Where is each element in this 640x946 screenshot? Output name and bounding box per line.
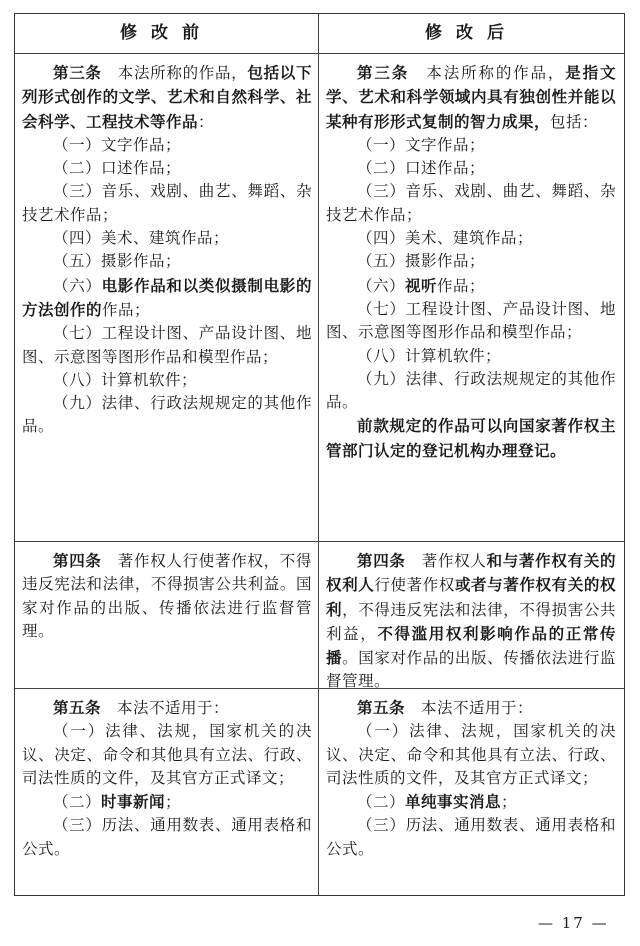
bold-text: 单纯事实消息	[405, 792, 502, 812]
paragraph	[22, 180, 312, 227]
bold-text: 电影作品和以类似摄制电影的方法创作的	[22, 275, 312, 319]
text: ，不得违反宪法和法律，不得损害公共利益，	[326, 600, 616, 643]
text: （四）美术、建筑作品；	[357, 229, 534, 248]
text: 。国家对作品的出版、传播依法进行监督管理。	[326, 649, 616, 691]
text: （二）	[53, 793, 102, 812]
article-heading: 第四条	[357, 551, 406, 570]
text: ；	[501, 793, 518, 812]
bold-text: 前款规定的作品可以向国家著作权主管部门认定的登记机构办理登记。	[326, 416, 616, 460]
text: （六）	[53, 276, 102, 295]
text: 本法不适用于：	[405, 699, 534, 717]
paragraph	[326, 345, 616, 368]
header-after: 修改后	[425, 23, 518, 43]
paragraph	[326, 274, 616, 298]
text: ；	[165, 793, 182, 812]
text: （三）历法、通用数表、通用表格和公式。	[22, 816, 312, 858]
paragraph	[22, 696, 312, 720]
paragraph	[326, 549, 616, 694]
text: 作品；	[437, 276, 486, 295]
column-divider	[318, 14, 319, 895]
text: 本法所称的作品，	[101, 64, 248, 82]
text: 著作权人	[405, 552, 487, 570]
text: （六）	[357, 276, 406, 295]
paragraph	[22, 134, 312, 157]
paragraph	[22, 157, 312, 180]
text: （五）摄影作品；	[357, 252, 486, 271]
text: （二）口述作品；	[53, 159, 182, 178]
text: 著作权人行使著作权，不得违反宪法和法律，不得损害公共利益。国家对作品的出版、传播依法进行监督管理。	[22, 552, 312, 640]
paragraph	[326, 134, 616, 157]
text: （三）音乐、戏剧、曲艺、舞蹈、杂技艺术作品；	[326, 182, 616, 224]
table-header	[15, 14, 624, 54]
text: （三）历法、通用数表、通用表格和公式。	[326, 816, 616, 858]
paragraph	[326, 250, 616, 273]
paragraph	[326, 696, 616, 720]
paragraph	[326, 368, 616, 415]
paragraph	[22, 227, 312, 250]
paragraph	[22, 250, 312, 273]
article-5-before	[22, 696, 312, 861]
text: （七）工程设计图、产品设计图、地图、示意图等图形作品和模型作品；	[326, 299, 616, 342]
paragraph	[326, 227, 616, 250]
article-5-after	[326, 696, 616, 861]
text: （一）文字作品；	[53, 135, 182, 154]
paragraph	[22, 720, 312, 790]
row-divider	[15, 541, 624, 542]
paragraph	[22, 322, 312, 369]
text: （三）音乐、戏剧、曲艺、舞蹈、杂技艺术作品；	[22, 182, 312, 224]
paragraph	[326, 720, 616, 790]
paragraph	[326, 790, 616, 814]
paragraph	[326, 814, 616, 861]
article-4-before	[22, 549, 312, 643]
bold-text: 或者与著作权有关的权利	[326, 575, 616, 619]
text: 作品；	[102, 300, 151, 319]
text: （一）文字作品；	[357, 135, 486, 154]
text: （七）工程设计图、产品设计图、地图、示意图等图形作品和模型作品；	[22, 324, 312, 366]
text: （一）法律、法规，国家机关的决议、决定、命令和其他具有立法、行政、司法性质的文件，及其官方正式译文；	[326, 722, 616, 787]
article-3-before	[22, 61, 312, 439]
paragraph	[326, 298, 616, 345]
bold-text: 包括以下列形式创作的文学、艺术和自然科学、社会科学、工程技术等作品	[22, 63, 312, 131]
header-before: 修改前	[120, 23, 213, 43]
text: 本法所称的作品，	[409, 64, 566, 82]
paragraph	[326, 180, 616, 227]
paragraph	[326, 157, 616, 180]
text: （二）	[357, 793, 406, 812]
article-heading: 第四条	[53, 551, 102, 570]
article-heading: 第五条	[357, 698, 406, 717]
paragraph	[22, 814, 312, 861]
bold-text: 视听	[405, 275, 438, 295]
text: （九）法律、行政法规规定的其他作品。	[326, 369, 616, 412]
paragraph	[22, 61, 312, 134]
article-3-after	[326, 61, 616, 463]
paragraph	[22, 549, 312, 643]
text: （九）法律、行政法规规定的其他作品。	[22, 394, 312, 436]
text: （八）计算机软件；	[53, 370, 198, 389]
bold-text: 不得滥用权利影响作品的正常传播	[326, 623, 616, 668]
paragraph	[22, 369, 312, 392]
page-number: — 17 —	[538, 914, 609, 932]
article-4-after	[326, 549, 616, 694]
text: ：	[198, 112, 215, 131]
text: （四）美术、建筑作品；	[53, 229, 230, 248]
paragraph	[22, 392, 312, 439]
text: 包括：	[550, 112, 599, 131]
text: （二）口述作品；	[357, 159, 486, 178]
article-heading: 第五条	[53, 698, 102, 717]
paragraph	[326, 414, 616, 463]
comparison-table	[14, 13, 625, 896]
paragraph	[22, 790, 312, 814]
article-heading: 第三条	[357, 63, 410, 82]
text: 行使著作权	[374, 576, 455, 595]
bold-text: 时事新闻	[101, 792, 166, 812]
text: （八）计算机软件；	[357, 346, 502, 365]
text: （一）法律、法规，国家机关的决议、决定、命令和其他具有立法、行政、司法性质的文件，及其官方正式译文；	[22, 722, 312, 787]
text: 本法不适用于：	[101, 699, 230, 717]
bold-text: 是指文学、艺术和科学领域内具有独创性并能以某种有形形式复制的智力成果，	[326, 63, 616, 131]
paragraph	[326, 61, 616, 134]
article-heading: 第三条	[53, 63, 102, 82]
text: （五）摄影作品；	[53, 252, 182, 271]
paragraph	[22, 274, 312, 323]
bold-text: 和与著作权有关的权利人	[326, 551, 616, 595]
